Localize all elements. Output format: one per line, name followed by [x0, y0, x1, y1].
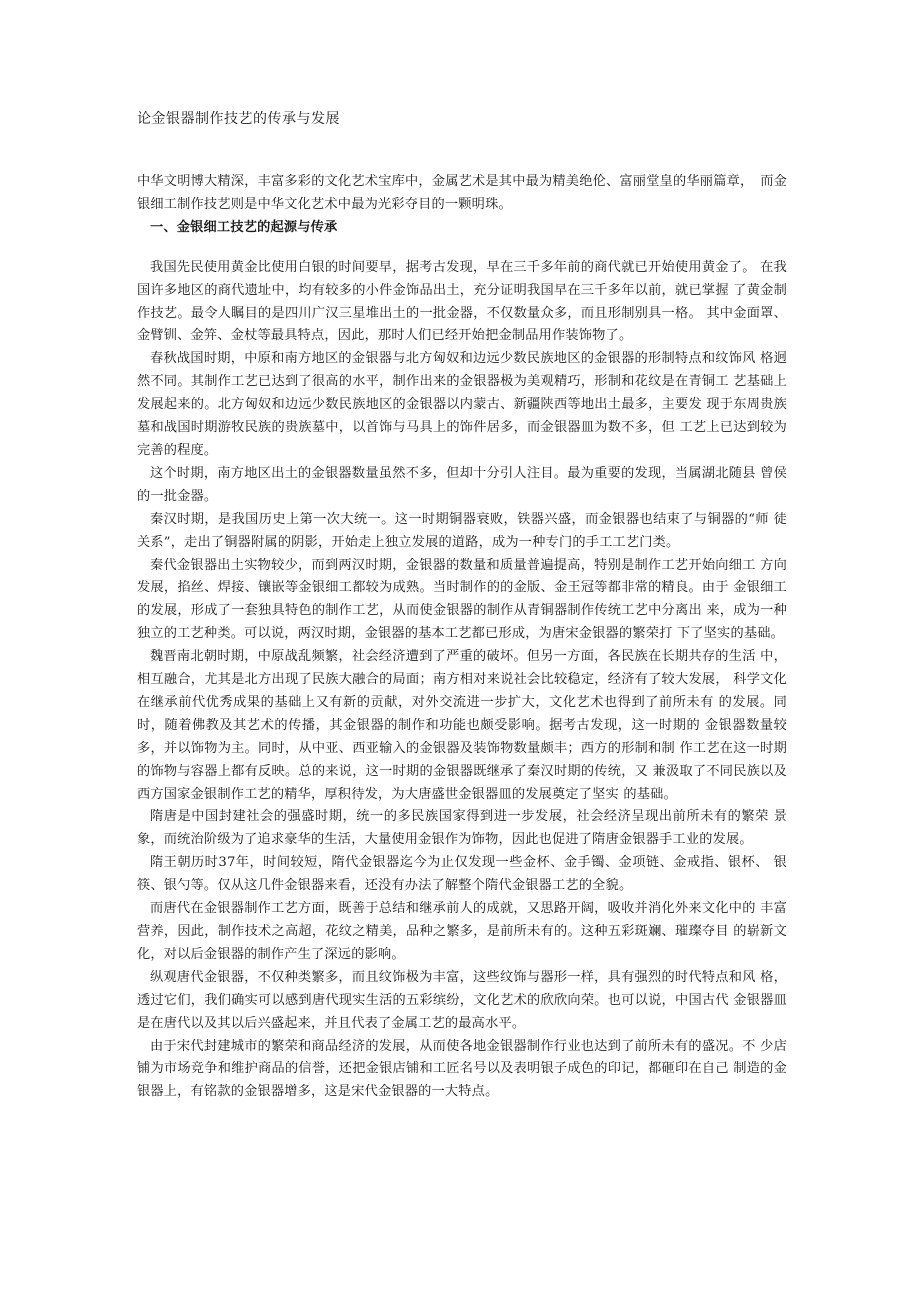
paragraph-shang: 我国先民使用黄金比使用白银的时间要早，据考古发现，早在三千多年前的商代就已开始使用黄金了。 在我国许多地区的商代遗址中，均有较多的小件金饰品出土，充分证明我国早在三千多年以前，就已掌握 了黄金制作技艺。最令人瞩目的是四川广汉三星堆出土的一批金器，不仅数量众多，而且形制别具一格。 其中金面罩、金臂钏、金笄、金杖等最具特点，因此，那时人们已经开始把金制品用作装饰物了。 — [137, 259, 787, 344]
paragraph-sui-tang: 隋唐是中国封建社会的强盛时期，统一的多民族国家得到进一步发展，社会经济呈现出前所未有的繁荣 景象，而统治阶级为了追求豪华的生活，大量使用金银作为饰物，因此也促进了隋唐金银器手工业的发展。 — [137, 809, 787, 848]
document-body — [137, 171, 787, 1104]
paragraph-qin-han: 秦汉时期，是我国历史上第一次大统一。这一时期铜器衰败，铁器兴盛，而金银器也结束了与铜器的“师 徒关系”，走出了铜器附属的阴影，开始走上独立发展的道路，成为一种专门的手工工艺门类。 — [137, 511, 787, 550]
paragraph-spring-autumn: 春秋战国时期，中原和南方地区的金银器与北方匈奴和边远少数民族地区的金银器的形制特点和纹饰风 格迥然不同。其制作工艺已达到了很高的水平，制作出来的金银器极为美观精巧，形制和花纹是在青铜工 艺基础上发展起来的。北方匈奴和边远少数民族地区的金银器以内蒙古、新疆陕西等地出土最多，主要发 现于东周贵族墓和战国时期游牧民族的贵族墓中，以首饰与马具上的饰件居多，而金银器皿为数不多，但 工艺上已达到较为完善的程度。 — [137, 351, 787, 458]
paragraph-south: 这个时期，南方地区出土的金银器数量虽然不多，但却十分引人注目。最为重要的发现，当属湖北随县 曾侯的一批金器。 — [137, 465, 787, 504]
section-heading: 一、金银细工技艺的起源与传承 — [150, 219, 338, 235]
paragraph-tang-overview: 纵观唐代金银器，不仅种类繁多，而且纹饰极为丰富，这些纹饰与器形一样，具有强烈的时代特点和风 格，透过它们，我们确实可以感到唐代现实生活的五彩缤纷，文化艺术的欣欣向荣。也可以说，中国古代 金银器皿是在唐代以及其以后兴盛起来，并且代表了金属工艺的最高水平。 — [137, 969, 787, 1031]
paragraph-gap — [137, 240, 787, 257]
document-title: 论金银器制作技艺的传承与发展 — [137, 111, 340, 127]
paragraph-wei-jin: 魏晋南北朝时期，中原战乱频繁，社会经济遭到了严重的破坏。但另一方面，各民族在长期共存的生活 中，相互融合，尤其是北方出现了民族大融合的局面；南方相对来说社会比较稳定，经济有了较大发展， 科学文化在继承前代优秀成果的基础上又有新的贡献，对外交流进一步扩大，文化艺术也得到了前所未有 的发展。同时，随着佛教及其艺术的传播，其金银器的制作和功能也颇受影响。据考古发现，这一时期的 金银器数量较多，并以饰物为主。同时，从中亚、西亚输入的金银器及装饰物数量颇丰；西方的形制和制 作工艺在这一时期的饰物与容器上都有反映。总的来说，这一时期的金银器既继承了秦汉时期的传统，又 兼汲取了不同民族以及西方国家金银制作工艺的精华，厚积待发，为大唐盛世金银器皿的发展奠定了坚实 的基础。 — [137, 649, 787, 802]
intro-paragraph: 中华文明博大精深，丰富多彩的文化艺术宝库中，金属艺术是其中最为精美绝伦、富丽堂皇的华丽篇章， 而金银细工制作技艺则是中华文化艺术中最为光彩夺目的一颗明珠。 — [137, 174, 787, 212]
paragraph-sui: 隋王朝历时37年，时间较短，隋代金银器迄今为止仅发现一些金杯、金手镯、金项链、金戒指、银杯、 银筷、银勺等。仅从这几件金银器来看，还没有办法了解整个隋代金银器工艺的全貌。 — [137, 855, 787, 894]
paragraph-qin-dynasty: 秦代金银器出土实物较少，而到两汉时期，金银器的数量和质量普遍提高，特别是制作工艺开始向细工 方向发展，掐丝、焊接、镶嵌等金银细工都较为成熟。当时制作的的金版、金王冠等都非常的精良。由于 金银细工的发展，形成了一套独具特色的制作工艺，从而使金银器的制作从青铜器制作传统工艺中分离出 来，成为一种独立的工艺种类。可以说，两汉时期，金银器的基本工艺都已形成，为唐宋金银器的繁荣打 下了坚实的基础。 — [137, 557, 787, 642]
paragraph-tang: 而唐代在金银器制作工艺方面，既善于总结和继承前人的成就，又思路开阔，吸收并消化外来文化中的 丰富营养，因此，制作技术之高超，花纹之精美，品种之繁多，是前所未有的。这种五彩斑斓、璀璨夺目 的崭新文化，对以后金银器的制作产生了深远的影响。 — [137, 901, 787, 962]
paragraph-song: 由于宋代封建城市的繁荣和商品经济的发展，从而使各地金银器制作行业也达到了前所未有的盛况。不 少店铺为市场竞争和维护商品的信誉，还把金银店铺和工匠名号以及表明银子成色的印记，都砸印在自己 制造的金银器上，有铭款的金银器增多，这是宋代金银器的一大特点。 — [137, 1038, 787, 1100]
